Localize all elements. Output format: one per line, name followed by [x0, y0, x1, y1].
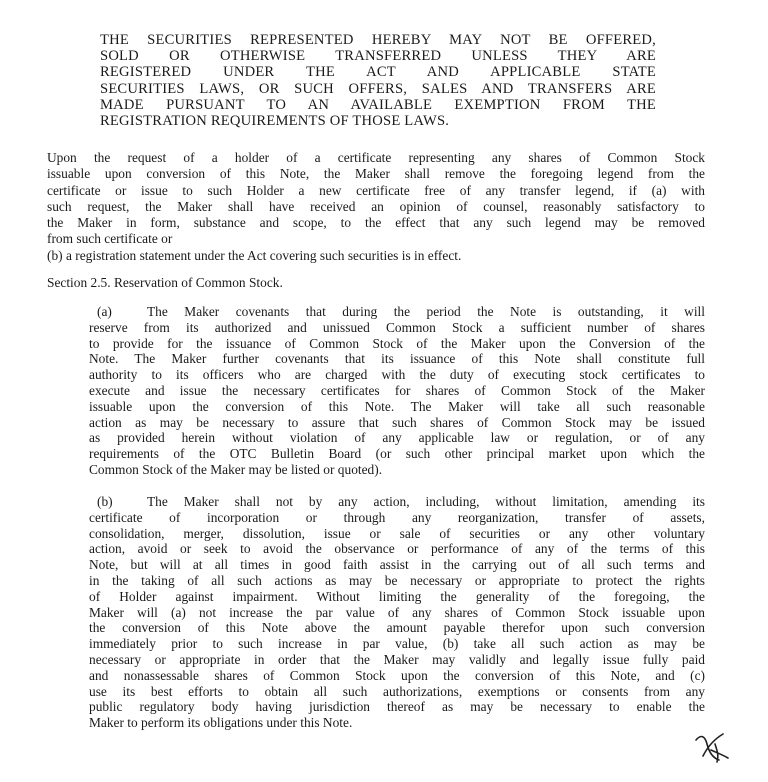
paragraph-line: from such certificate or: [47, 231, 173, 247]
legend-removal-paragraph: [47, 150, 705, 264]
paragraph-label: (a): [97, 304, 112, 319]
paragraph-line: reserve from its authorized and unissued Common Stock a sufficient number of shares: [89, 319, 705, 335]
paragraph-line: certificate or issue to such Holder a new certificate free of any transfer legend, if (a) with: [47, 182, 705, 198]
legend-line: MADE PURSUANT TO AN AVAILABLE EXEMPTION FROM THE: [100, 96, 656, 113]
paragraph-line: authority to its officers who are charged with the duty of executing stock certificates to: [89, 367, 705, 383]
legend-line: SOLD OR OTHERWISE TRANSFERRED UNLESS THEY ARE: [100, 48, 656, 65]
paragraph-line: Common Stock of the Maker may be listed or quoted).: [89, 461, 383, 477]
paragraph-line: of Holder against impairment. Without limiting the generality of the foregoing, the: [89, 588, 705, 604]
paragraph-line: issuable upon the conversion of this Note. The Maker will take all such reasonable: [89, 398, 705, 414]
paragraph-line: use its best efforts to obtain all such authorizations, exemptions or consents from any: [89, 683, 705, 699]
paragraph-line: Note. The Maker further covenants that its issuance of this Note shall constitute full: [89, 351, 705, 367]
paragraph-line: public regulatory body having jurisdiction thereof as may be necessary to enable the: [89, 699, 705, 715]
paragraph-line: action as may be necessary to assure that such shares of Common Stock may be issued: [89, 414, 705, 430]
paragraph-line: (a) The Maker covenants that during the period the Note is outstanding, it will: [89, 304, 705, 320]
paragraph-line: consolidation, merger, dissolution, issue or sale of securities or any other voluntary: [89, 525, 705, 541]
legend-line: SECURITIES LAWS, OR SUCH OFFERS, SALES AND TRANSFERS ARE: [100, 80, 656, 97]
paragraph-line: Maker to perform its obligations under this Note.: [89, 715, 353, 731]
legend-line: REGISTRATION REQUIREMENTS OF THOSE LAWS.: [100, 113, 450, 130]
paragraph-line: execute and issue the necessary certificates for shares of Common Stock of the Maker: [89, 382, 705, 398]
paragraph-line: as provided herein without violation of any applicable law or regulation, or of any: [89, 430, 705, 446]
section-heading: Section 2.5. Reservation of Common Stock.: [47, 275, 283, 290]
paragraph-line: and nonassessable shares of Common Stock upon the conversion of this Note, and (c): [89, 667, 705, 683]
legend-line: REGISTERED UNDER THE ACT AND APPLICABLE STATE: [100, 64, 656, 81]
paragraph-line: the Maker in form, substance and scope, to the effect that any such legend may be removed: [47, 215, 705, 231]
paragraph-line: in the taking of all such actions as may be necessary or appropriate to protect the rights: [89, 572, 705, 588]
paragraph-label: (b): [97, 494, 113, 509]
paragraph-line: requirements of the OTC Bulletin Board (or such other principal market upon which the: [89, 446, 705, 462]
paragraph-line: Maker will (a) not increase the par value of any shares of Common Stock issuable upon: [89, 604, 705, 620]
paragraph-line: Upon the request of a holder of a certificate representing any shares of Common Stock: [47, 150, 705, 165]
paragraph-line: the conversion of this Note above the amount payable therefor upon such conversion: [89, 620, 705, 636]
paragraph-line: necessary or appropriate in order that the Maker may validly and legally issue fully paid: [89, 651, 705, 667]
paragraph-line: such request, the Maker shall have received an opinion of counsel, reasonably satisfactory to: [47, 198, 705, 214]
paragraph-line: certificate of incorporation or through any reorganization, transfer of assets,: [89, 509, 705, 525]
paragraph-a: [89, 304, 705, 478]
paragraph-line: immediately prior to such increase in par value, (b) take all such action as may be: [89, 636, 705, 652]
paragraph-line: Note, but will at all times in good faith assist in the carrying out of all such terms and: [89, 557, 705, 573]
restrictive-legend: [100, 32, 656, 129]
paragraph-line: (b) The Maker shall not by any action, including, without limitation, amending its: [89, 494, 705, 510]
paragraph-line: to provide for the issuance of Common Stock of the Maker upon the Conversion of the: [89, 335, 705, 351]
paragraph-line: issuable upon conversion of this Note, the Maker shall remove the foregoing legend from the: [47, 166, 705, 182]
initials-signature-mark: [693, 730, 731, 764]
legend-line: THE SECURITIES REPRESENTED HEREBY MAY NOT BE OFFERED,: [100, 32, 656, 48]
paragraph-b: [89, 494, 705, 731]
paragraph-line: (b) a registration statement under the Act covering such securities is in effect.: [47, 247, 462, 263]
paragraph-line: action, avoid or seek to avoid the observance or performance of any of the terms of this: [89, 541, 705, 557]
